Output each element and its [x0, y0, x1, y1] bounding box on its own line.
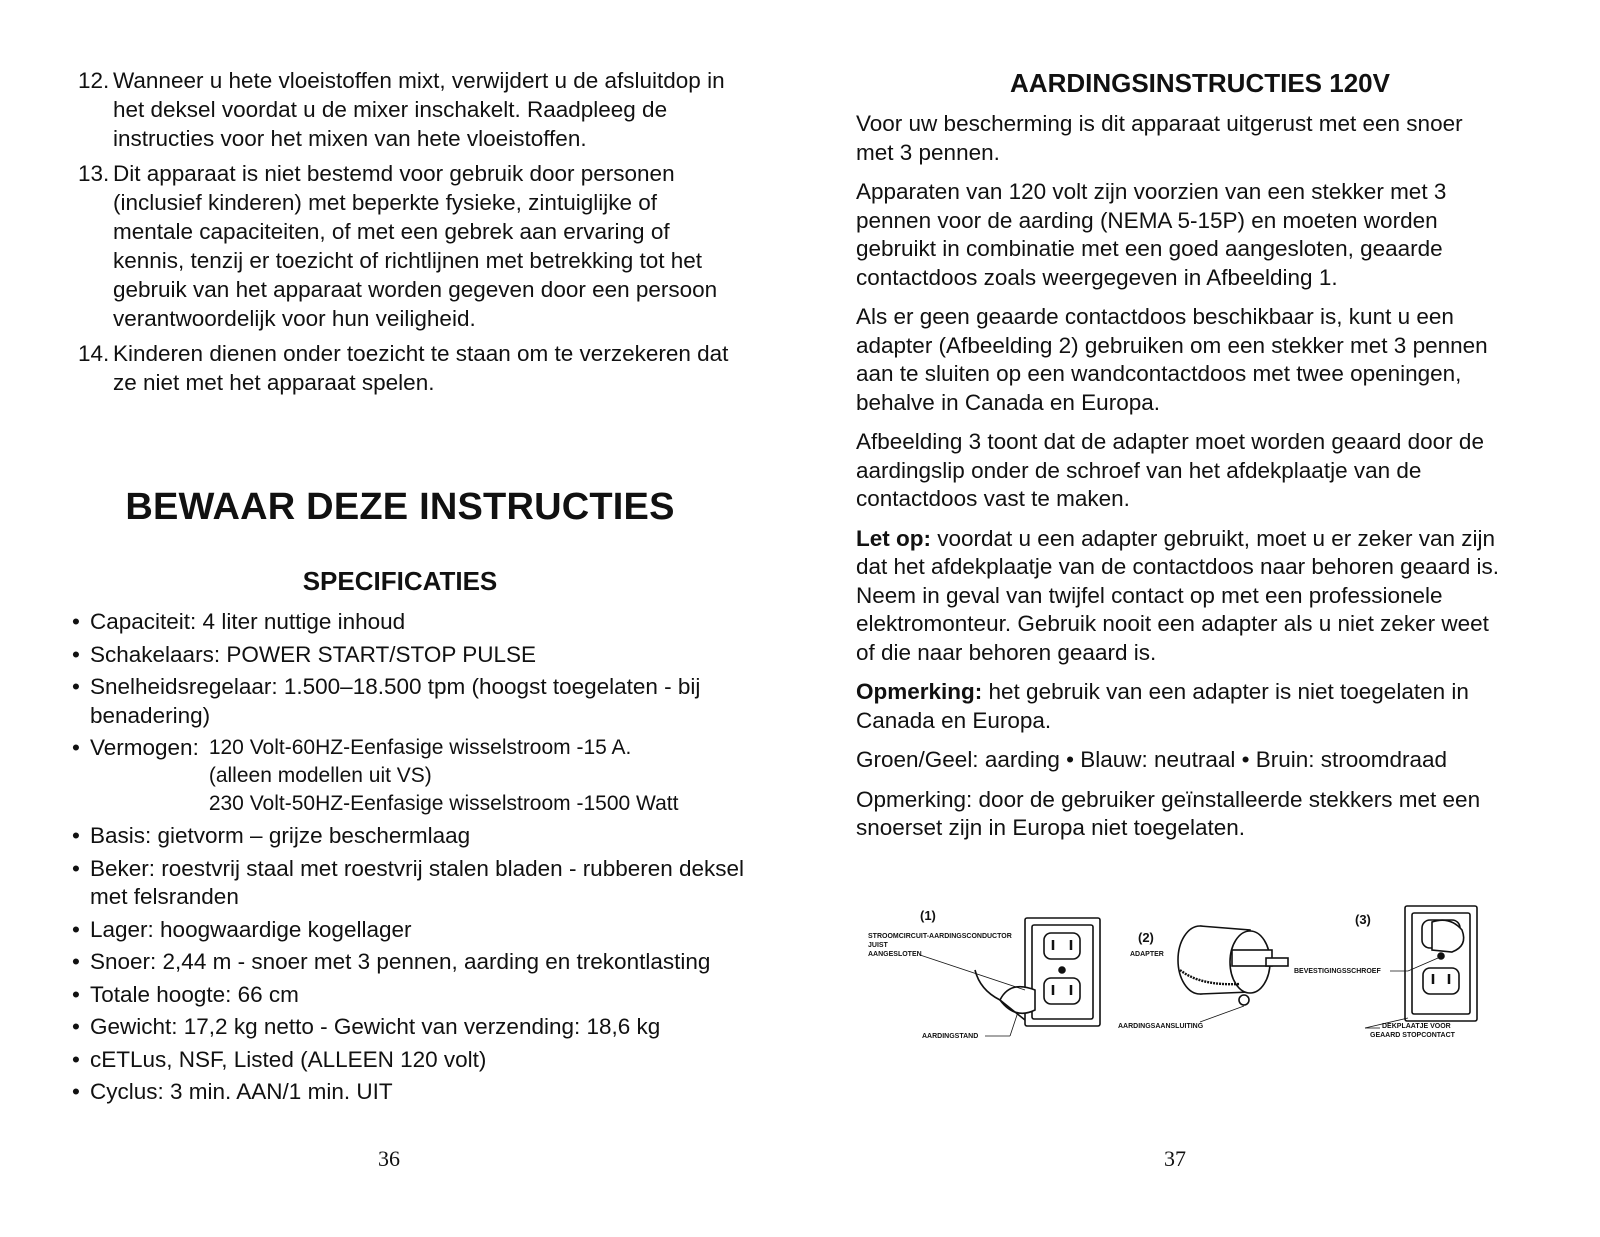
- spec-bearing: [72, 916, 762, 945]
- power-values: [209, 734, 679, 818]
- spec-text: Snoer: 2,44 m - snoer met 3 pennen, aarding en trekontlasting: [90, 949, 711, 974]
- bullet: •: [72, 609, 80, 634]
- figure-3-label: DEKPLAATJE VOOR: [1382, 1023, 1451, 1030]
- bullet: •: [72, 1014, 80, 1039]
- figure-1-label: JUIST: [868, 942, 888, 949]
- grounding-title: AARDINGSINSTRUCTIES 120V: [1010, 68, 1390, 98]
- page-number: 37: [1164, 1146, 1186, 1171]
- note-text: het gebruik van een adapter is niet toegelaten in Canada en Europa.: [856, 679, 1469, 733]
- bullet: •: [72, 916, 80, 942]
- caution-label: Let op:: [856, 525, 931, 551]
- item-text: Wanneer u hete vloeistoffen mixt, verwijdert u de afsluitdop in het deksel voordat u de mixer inschakelt. Raadpleeg de instructies voor het mixen van hete vloeistoffen.: [113, 68, 725, 151]
- figure-2-number: (2): [1138, 930, 1154, 945]
- numbered-list: [78, 66, 738, 403]
- spec-text: Totale hoogte: 66 cm: [90, 981, 299, 1007]
- spec-text: cETLus, NSF, Listed (ALLEEN 120 volt): [90, 1046, 487, 1072]
- power-line-2: (alleen modellen uit VS): [208, 764, 432, 787]
- power-line-1: 120 Volt-60HZ-Eenfasige wisselstroom -15 A.: [208, 736, 632, 759]
- paragraph: Opmerking: door de gebruiker geïnstalleerde stekkers met een snoerset zijn in Europa niet toegelaten.: [856, 786, 1481, 840]
- figure-3-label: BEVESTIGINGSSCHROEF: [1294, 968, 1381, 975]
- spec-base: [72, 822, 762, 851]
- item-text: Dit apparaat is niet bestemd voor gebruik door personen (inclusief kinderen) met beperkte fysieke, zintuiglijke of mentale capaciteiten, of met een gebrek aan ervaring of kennis, tenzij er toezicht of richtlijnen met betrekking tot het gebruik van het apparaat worden gegeven door een persoon verantwoordelijk voor hun veiligheid.: [113, 161, 718, 331]
- paragraph: Voor uw bescherming is dit apparaat uitgerust met een snoer met 3 pennen.: [856, 111, 1463, 165]
- spec-cycle: [72, 1078, 762, 1107]
- grounding-illustration: [860, 900, 1480, 1060]
- note-paragraph: [856, 678, 1506, 735]
- item-text: Kinderen dienen onder toezicht te staan om te verzekeren dat ze niet met het apparaat spelen.: [113, 341, 729, 395]
- spec-speed: [72, 673, 762, 730]
- page-number: 36: [378, 1146, 400, 1171]
- paragraph: Groen/Geel: aarding • Blauw: neutraal • Bruin: stroomdraad: [856, 747, 1448, 772]
- power-label: Vermogen:: [90, 735, 199, 760]
- spec-cord: [72, 948, 762, 977]
- list-item: [78, 159, 738, 333]
- specifications-list: [72, 608, 762, 1111]
- spec-text: Capaciteit: 4 liter nuttige inhoud: [90, 609, 406, 634]
- caution-text: voordat u een adapter gebruikt, moet u er zeker van zijn dat het afdekplaatje van de contactdoos naar behoren geaard is. Neem in geval van twijfel contact op met een professionele elektromonteur. Gebruik nooit een adapter als u niet zeker weet of die naar behoren geaard is.: [856, 525, 1499, 665]
- bullet: •: [72, 641, 80, 667]
- spec-jar: [72, 855, 762, 912]
- spec-capacity: [72, 608, 762, 637]
- paragraph: Afbeelding 3 toont dat de adapter moet worden geaard door de aardingslip onder de schroef van het afdekplaatje van de contactdoos vast te maken.: [856, 429, 1484, 511]
- item-number: 14.: [78, 341, 110, 366]
- item-number: 13.: [78, 161, 110, 186]
- figure-1-label: STROOMCIRCUIT-AARDINGSCONDUCTOR: [868, 933, 1012, 940]
- caution-paragraph: [856, 525, 1506, 668]
- spec-height: [72, 981, 762, 1010]
- bullet: •: [72, 855, 80, 881]
- figure-2-adapter: [1178, 926, 1288, 1005]
- spec-text: Cyclus: 3 min. AAN/1 min. UIT: [90, 1079, 393, 1104]
- spec-weight: [72, 1013, 762, 1042]
- bullet: •: [72, 949, 80, 974]
- specifications-title: SPECIFICATIES: [302, 566, 498, 596]
- spec-power: [72, 734, 762, 818]
- note-label: Opmerking:: [856, 679, 983, 704]
- spec-text: Lager: hoogwaardige kogellager: [90, 916, 412, 942]
- spec-text: Schakelaars: POWER START/STOP PULSE: [90, 641, 536, 667]
- power-line-3: 230 Volt-50HZ-Eenfasige wisselstroom -1500 Watt: [208, 792, 679, 815]
- bullet: •: [72, 1079, 80, 1104]
- spec-certification: [72, 1046, 762, 1075]
- item-number: 12.: [78, 68, 110, 93]
- spec-text: Snelheidsregelaar: 1.500–18.500 tpm (hoogst toegelaten - bij benadering): [90, 674, 701, 728]
- bullet: •: [72, 981, 80, 1007]
- spec-text: Beker: roestvrij staal met roestvrij stalen bladen - rubberen deksel met felsranden: [90, 855, 745, 909]
- figure-1-label: AANGESLOTEN: [868, 951, 922, 958]
- list-item: [78, 339, 738, 397]
- figure-2-label: ADAPTER: [1130, 951, 1164, 958]
- bullet: •: [72, 735, 80, 760]
- right-page: [800, 0, 1600, 1237]
- paragraph: Apparaten van 120 volt zijn voorzien van een stekker met 3 pennen voor de aarding (NEMA 5-15P) en moeten worden gebruikt in combinatie met een goed aangesloten, geaarde contactdoos zoals weergegeven in Afbeelding 1.: [856, 179, 1447, 290]
- figure-2-label: AARDINGSAANSLUITING: [1118, 1023, 1204, 1030]
- grounding-figure: [860, 900, 1480, 1060]
- spec-switches: [72, 641, 762, 670]
- figure-1-number: (1): [920, 908, 936, 923]
- bullet: •: [72, 1046, 80, 1072]
- figure-3-outlet-with-adapter: [1405, 906, 1477, 1021]
- figure-3-label: GEAARD STOPCONTACT: [1370, 1032, 1455, 1039]
- spec-text: Gewicht: 17,2 kg netto - Gewicht van verzending: 18,6 kg: [90, 1014, 661, 1039]
- figure-3-number: (3): [1355, 912, 1371, 927]
- bullet: •: [72, 823, 80, 848]
- bullet: •: [72, 674, 80, 699]
- save-instructions-title: BEWAAR DEZE INSTRUCTIES: [125, 486, 675, 528]
- spec-text: Basis: gietvorm – grijze beschermlaag: [90, 823, 471, 848]
- list-item: [78, 66, 738, 153]
- figure-1-label: AARDINGSTAND: [922, 1033, 979, 1040]
- grounding-text: [856, 110, 1506, 854]
- paragraph: Als er geen geaarde contactdoos beschikbaar is, kunt u een adapter (Afbeelding 2) gebruiken om een stekker met 3 pennen aan te sluiten op een wandcontactdoos met twee openingen, behalve in Canada en Europa.: [856, 304, 1488, 415]
